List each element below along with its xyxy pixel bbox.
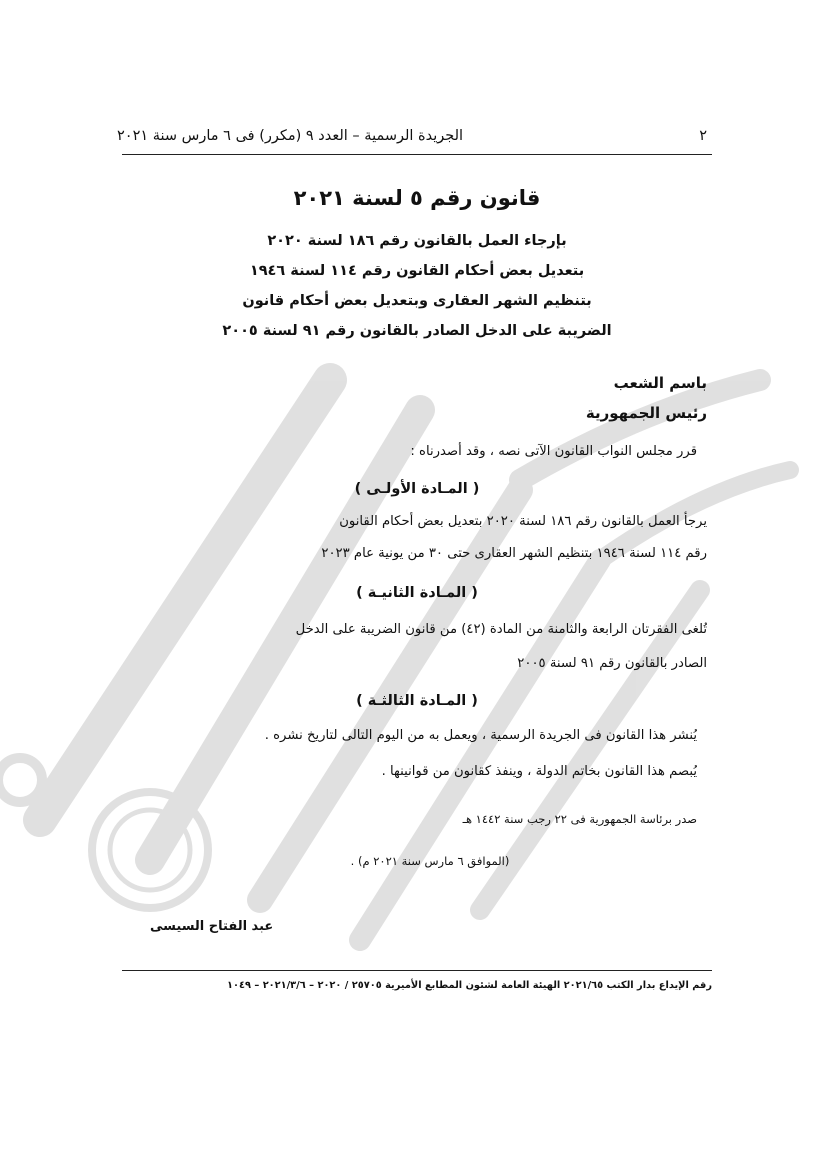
law-title: قانون رقم ٥ لسنة ٢٠٢١ <box>293 186 541 210</box>
corresponding-date: (الموافق ٦ مارس سنة ٢٠٢١ م) . <box>350 854 510 868</box>
article-text-line: يُبصم هذا القانون بخاتم الدولة ، وينفذ كقانون من قوانينها . <box>381 764 697 779</box>
deposit-footer: رقم الإيداع بدار الكتب ٢٠٢١/٦٥ الهيئة العامة لشئون المطابع الأميرية ٢٥٧٠٥ / ٢٠٢٠ – ٢٠٢١/٣/٦ – ١٠٤٩ <box>227 980 712 991</box>
issued-date: صدر برئاسة الجمهورية فى ٢٢ رجب سنة ١٤٤٢ هـ <box>462 812 697 826</box>
in-the-name-of-people: باسم الشعب <box>613 374 707 392</box>
president-signature: عبد الفتاح السيسى <box>150 919 274 934</box>
article-text-line: تُلغى الفقرتان الرابعة والثامنة من المادة (٤٢) من قانون الضريبة على الدخل <box>295 622 707 637</box>
law-subtitle-line: بإرجاء العمل بالقانون رقم ١٨٦ لسنة ٢٠٢٠ <box>267 233 567 249</box>
header-rule <box>122 154 712 155</box>
article-text-line: يُنشر هذا القانون فى الجريدة الرسمية ، ويعمل به من اليوم التالى لتاريخ نشره . <box>264 728 697 743</box>
article-text-line: الصادر بالقانون رقم ٩١ لسنة ٢٠٠٥ <box>517 656 707 671</box>
article-heading: ( المـادة الأولـى ) <box>354 481 480 497</box>
preamble: قرر مجلس النواب القانون الآتى نصه ، وقد أصدرناه : <box>410 444 697 459</box>
gazette-heading: الجريدة الرسمية – العدد ٩ (مكرر) فى ٦ مارس سنة ٢٠٢١ <box>117 128 464 144</box>
footer-rule <box>122 970 712 971</box>
article-heading: ( المـادة الثالثـة ) <box>356 693 478 709</box>
president-heading: رئيس الجمهورية <box>585 404 707 422</box>
law-subtitle-line: الضريبة على الدخل الصادر بالقانون رقم ٩١ لسنة ٢٠٠٥ <box>222 323 612 339</box>
article-heading: ( المـادة الثانيـة ) <box>356 585 478 601</box>
page-number: ٢ <box>699 128 707 144</box>
article-text-line: رقم ١١٤ لسنة ١٩٤٦ بتنظيم الشهر العقارى حتى ٣٠ من يونية عام ٢٠٢٣ <box>321 546 707 561</box>
law-subtitle-line: بتنظيم الشهر العقارى وبتعديل بعض أحكام قانون <box>242 293 592 309</box>
page-header <box>117 124 707 148</box>
article-text-line: يرجأ العمل بالقانون رقم ١٨٦ لسنة ٢٠٢٠ بتعديل بعض أحكام القانون <box>339 514 707 529</box>
law-subtitle-line: بتعديل بعض أحكام القانون رقم ١١٤ لسنة ١٩٤٦ <box>249 263 585 279</box>
